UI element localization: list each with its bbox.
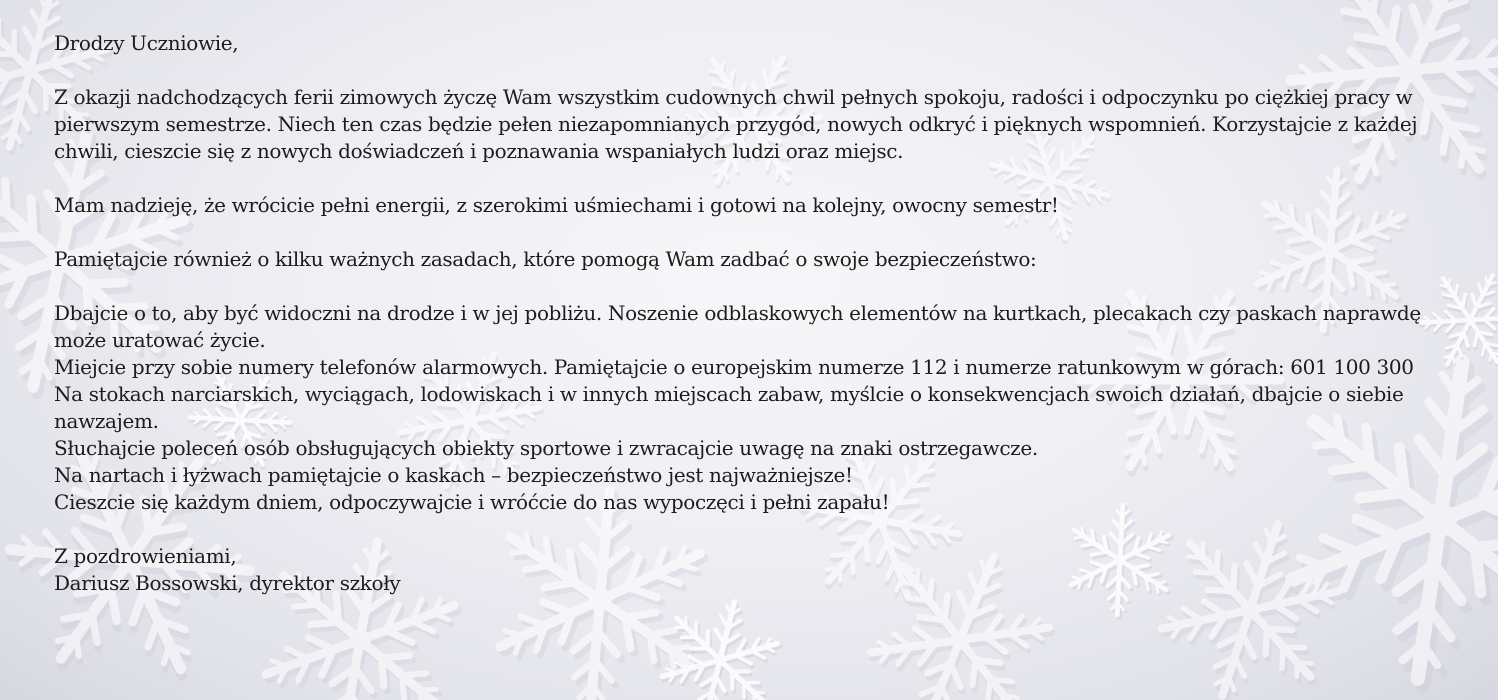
safety-rule-visibility: Dbajcie o to, aby być widoczni na drodze i w jej pobliżu. Noszenie odblaskowych elementów na kurtkach, plecakach czy paskach naprawdę może uratować życie. xyxy=(54,301,1421,352)
safety-rule-staff-instructions: Słuchajcie poleceń osób obsługujących obiekty sportowe i zwracajcie uwagę na znaki ostrzegawcze. xyxy=(54,436,1038,460)
wishes-paragraph: Z okazji nadchodzących ferii zimowych życzę Wam wszystkim cudownych chwil pełnych spokoju, radości i odpoczynku po ciężkiej pracy w pierwszym semestrze. Niech ten czas będzie pełen niezapomnianych przygód, nowych odkryć i pięknych wspomnień. Korzystajcie z każdej chwili, cieszcie się z nowych doświadczeń i poznawania wspaniałych ludzi oraz miejsc. xyxy=(54,85,1418,163)
signature: Dariusz Bossowski, dyrektor szkoły xyxy=(54,571,401,595)
hope-paragraph: Mam nadzieję, że wrócicie pełni energii, z szerokimi uśmiechami i gotowi na kolejny, owocny semestr! xyxy=(54,193,1059,217)
closing: Z pozdrowieniami, xyxy=(54,544,237,568)
safety-rule-helmets: Na nartach i łyżwach pamiętajcie o kaskach – bezpieczeństwo jest najważniejsze! xyxy=(54,463,853,487)
paragraph-gap xyxy=(54,516,1474,543)
safety-rule-enjoy: Cieszcie się każdym dniem, odpoczywajcie i wróćcie do nas wypoczęci i pełni zapału! xyxy=(54,490,890,514)
letter xyxy=(54,30,1474,597)
paragraph-gap xyxy=(54,165,1474,192)
paragraph-gap xyxy=(54,273,1474,300)
safety-rule-consequences: Na stokach narciarskich, wyciągach, lodowiskach i w innych miejscach zabaw, myślcie o konsekwencjach swoich działań, dbajcie o siebie nawzajem. xyxy=(54,382,1404,433)
safety-rules-list xyxy=(54,300,1474,516)
greeting: Drodzy Uczniowie, xyxy=(54,31,239,55)
paragraph-gap xyxy=(54,219,1474,246)
paragraph-gap xyxy=(54,57,1474,84)
safety-intro: Pamiętajcie również o kilku ważnych zasadach, które pomogą Wam zadbać o swoje bezpieczeństwo: xyxy=(54,247,1037,271)
safety-rule-emergency-numbers: Miejcie przy sobie numery telefonów alarmowych. Pamiętajcie o europejskim numerze 112 i numerze ratunkowym w górach: 601 100 300 xyxy=(54,355,1414,379)
